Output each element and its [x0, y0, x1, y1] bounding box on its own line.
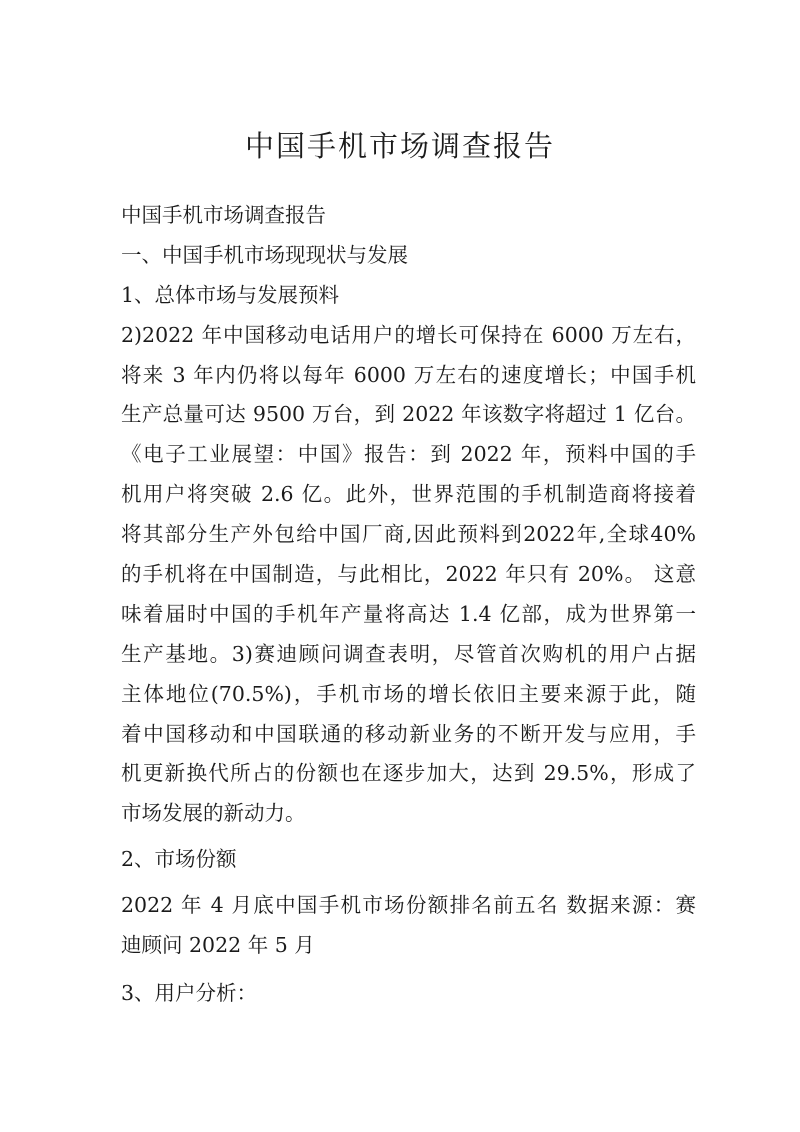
heading-repeat: 中国手机市场调查报告	[121, 203, 326, 227]
subsection-heading-1: 1、总体市场与发展预料	[121, 282, 340, 307]
paragraph-line: 2022 年 4 月底中国手机市场份额排名前五名 数据来源：赛	[121, 893, 696, 918]
paragraph-line: 味着届时中国的手机年产量将高达 1.4 亿部，成为世界第一	[121, 601, 696, 626]
subsection-heading-2: 2、市场份额	[121, 847, 237, 872]
paragraph-line: 生产基地。3)赛迪顾问调查表明，尽管首次购机的用户占据	[121, 641, 696, 666]
paragraph-line: 的手机将在中国制造，与此相比，2022 年只有 20%。 这意	[121, 562, 696, 587]
paragraph-line: 2)2022 年中国移动电话用户的增长可保持在 6000 万左右，	[121, 322, 696, 347]
paragraph-line: 《电子工业展望：中国》报告：到 2022 年，预料中国的手	[121, 442, 696, 467]
paragraph-line: 机用户将突破 2.6 亿。此外，世界范围的手机制造商将接着	[121, 482, 696, 507]
document-body	[121, 196, 696, 1014]
document-title: 中国手机市场调查报告	[244, 129, 555, 163]
paragraph-line: 主体地位(70.5%)，手机市场的增长依旧主要来源于此，随	[121, 681, 696, 706]
paragraph-line: 生产总量可达 9500 万台，到 2022 年该数字将超过 1 亿台。	[121, 402, 696, 427]
section-heading-1: 一、中国手机市场现现状与发展	[121, 242, 408, 267]
paragraph-line: 市场发展的新动力。	[121, 801, 306, 826]
paragraph-line: 迪顾问 2022 年 5 月	[121, 933, 315, 958]
subsection-heading-3: 3、用户分析：	[121, 980, 258, 1005]
paragraph-line: 着中国移动和中国联通的移动新业务的不断开发与应用，手	[121, 721, 696, 746]
paragraph-line: 机更新换代所占的份额也在逐步加大，达到 29.5%，形成了	[121, 761, 696, 786]
paragraph-line: 将其部分生产外包给中国厂商,因此预料到2022年,全球40%	[121, 522, 696, 547]
paragraph-line: 将来 3 年内仍将以每年 6000 万左右的速度增长；中国手机	[121, 362, 696, 387]
